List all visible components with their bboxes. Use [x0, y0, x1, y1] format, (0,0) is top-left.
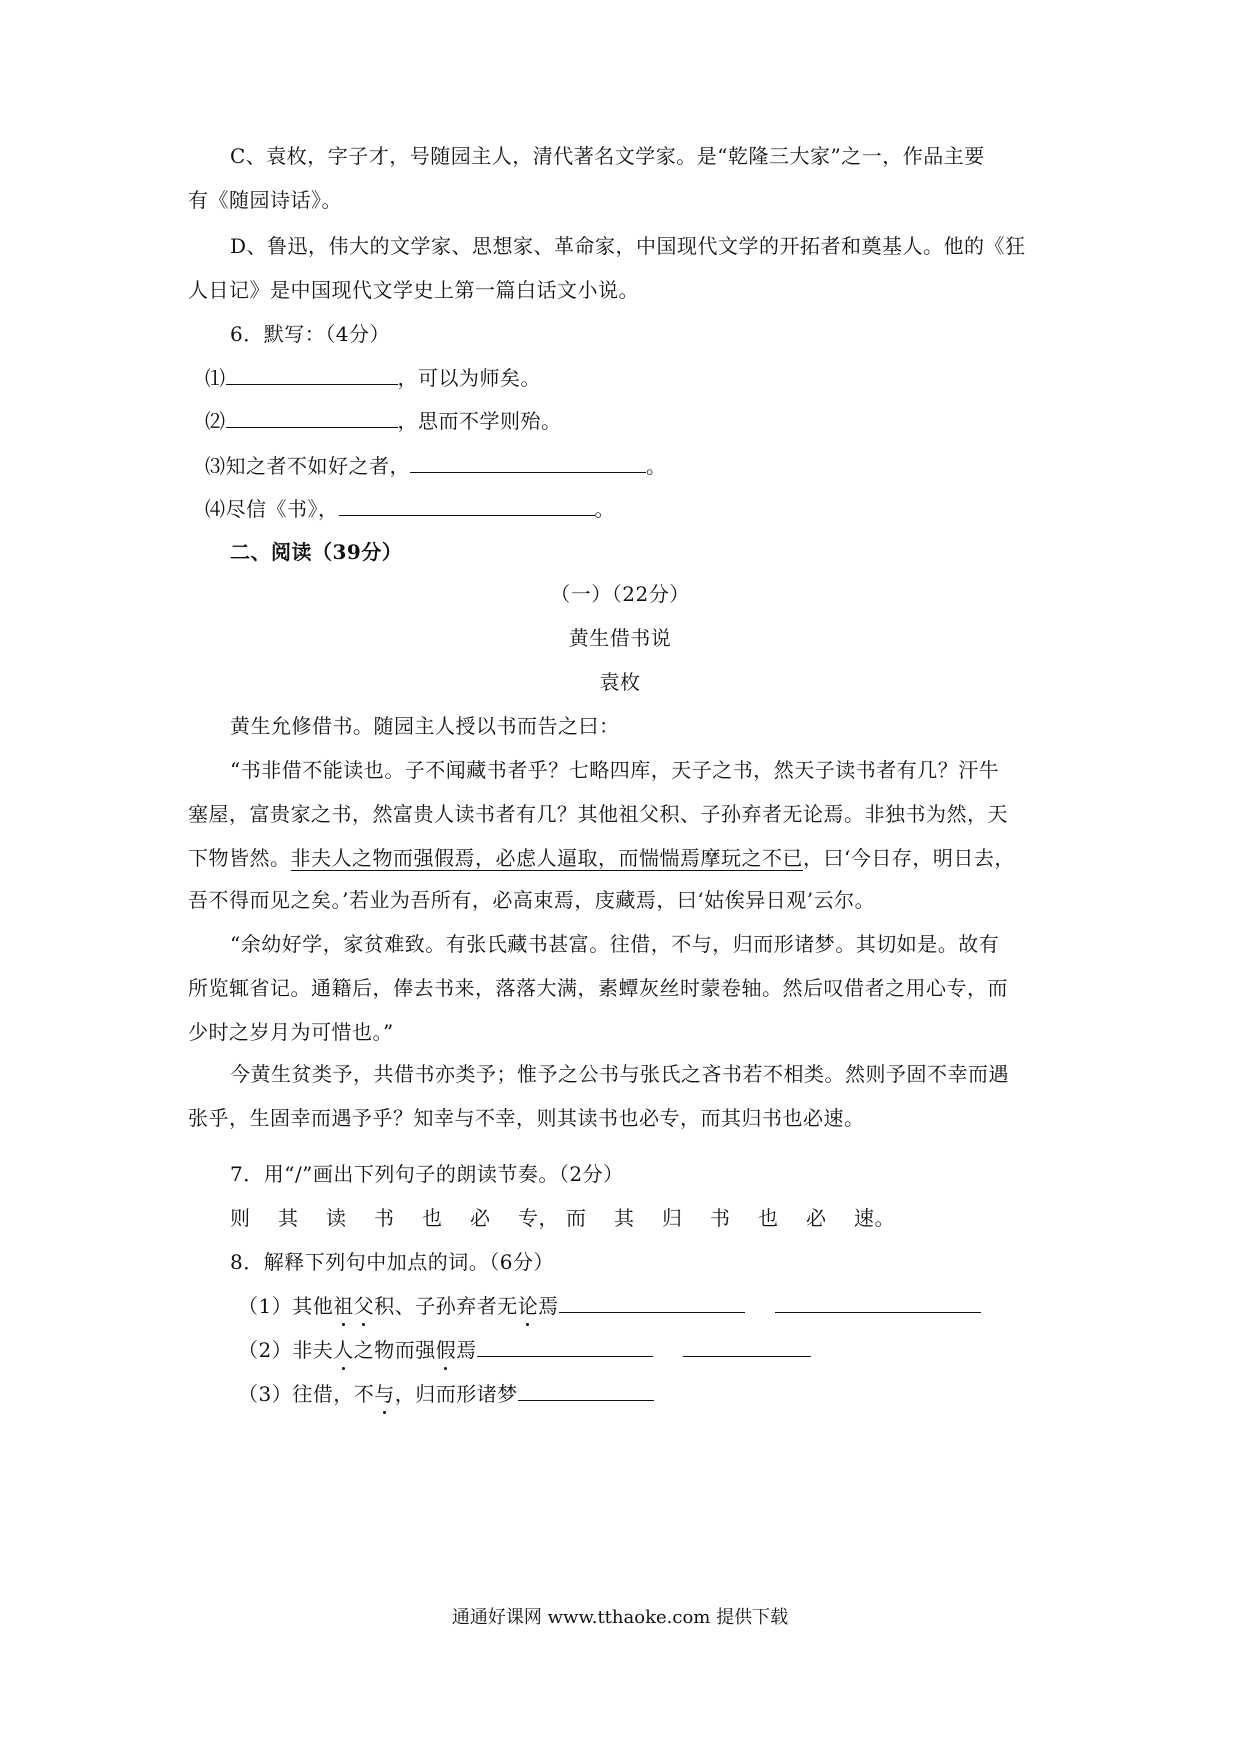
passage-p2-line-3: [188, 844, 1015, 872]
q7-char: 必: [806, 1206, 827, 1230]
option-d-line-1: D、鲁迅，伟大的文学家、思想家、革命家，中国现代文学的开拓者和奠基人。他的《狂: [230, 234, 1026, 258]
q8-item-1-text-f: 焉: [538, 1294, 559, 1318]
option-d-line-2: 人日记》是中国现代文学史上第一篇白话文小说。: [188, 278, 639, 302]
passage-p2-line-4: 吾不得而见之矣。’若业为吾所有，必高束焉，庋藏焉，曰‘姑俟异日观’云尔。: [188, 888, 876, 912]
q6-item-3: [205, 450, 667, 480]
q8-item-3: [238, 1378, 654, 1408]
q7-char: 书: [374, 1206, 395, 1230]
q6-item-2-prefix: ⑵: [205, 409, 226, 433]
q6-item-1: [205, 362, 541, 392]
passage-p2-line-1: “书非借不能读也。子不闻藏书者乎？七略四库，天子之书，然天子读书者有几？汗牛: [230, 758, 1000, 782]
q7-char: 则: [230, 1206, 251, 1230]
passage-p1: 黄生允修借书。随园主人授以书而告之曰：: [230, 714, 620, 738]
q7-heading: 7．用“/”画出下列句子的朗读节奏。（2分）: [230, 1162, 624, 1186]
q6-heading: 6．默写：（4分）: [230, 322, 390, 346]
q8-item-2-text-e: 焉: [456, 1338, 477, 1362]
q8-item-2: [238, 1334, 811, 1364]
passage-p2-line-3-post: ，曰‘今日存，明日去，: [803, 846, 1015, 870]
dotted-word: 人: [333, 1338, 354, 1362]
q8-item-2-text-a: （2）非夫: [238, 1338, 334, 1362]
q7-char: 书: [710, 1206, 731, 1230]
q8-item-1: [238, 1290, 981, 1320]
passage-p3-line-1: “余幼好学，家贫难致。有张氏藏书甚富。往借，不与，归而形诸梦。其切如是。故有: [230, 932, 1000, 956]
dotted-word: 假: [435, 1338, 457, 1362]
q7-char: 其: [278, 1206, 299, 1230]
footer-credit: 通通好课网 www.tthaoke.com 提供下载: [451, 1607, 789, 1628]
q7-char: 其: [614, 1206, 635, 1230]
part-label: （一）（22分）: [550, 582, 690, 606]
q7-char: 而: [566, 1206, 587, 1230]
q7-char: 也: [422, 1206, 443, 1230]
q6-item-4-prefix: ⑷尽信《书》，: [205, 497, 339, 521]
q8-item-1-blank-1[interactable]: [559, 1290, 745, 1313]
q7-char: 读: [326, 1206, 347, 1230]
q7-char: 速。: [854, 1206, 895, 1230]
dotted-word: 父: [353, 1294, 375, 1318]
q7-char: 归: [662, 1206, 683, 1230]
section-2-heading: 二、阅读（39分）: [230, 540, 403, 564]
q7-sentence[interactable]: [230, 1204, 902, 1232]
q6-item-2-suffix: ，思而不学则殆。: [397, 409, 562, 433]
q8-item-3-blank[interactable]: [518, 1378, 654, 1401]
passage-title: 黄生借书说: [568, 626, 672, 650]
q6-item-2: [205, 405, 562, 435]
q6-item-4: [205, 493, 615, 523]
passage-p2-line-2: 塞屋，富贵家之书，然富贵人读书者有几？其他祖父积、子孙弃者无论焉。非独书为然，天: [188, 802, 1008, 826]
dotted-word: 论: [517, 1294, 539, 1318]
q6-item-3-blank[interactable]: [410, 450, 646, 473]
q6-item-4-blank[interactable]: [339, 493, 595, 516]
passage-p4-line-1: 今黄生贫类予，共借书亦类予；惟予之公书与张氏之吝书若不相类。然则予固不幸而遇: [230, 1062, 1009, 1086]
dotted-word: 祖: [333, 1294, 354, 1318]
q6-item-4-suffix: 。: [594, 497, 615, 521]
passage-p3-line-3: 少时之岁月为可惜也。”: [188, 1020, 394, 1044]
dotted-word: 与: [374, 1382, 395, 1406]
passage-p2-line-3-pre: 下物皆然。: [188, 846, 291, 870]
underlined-sentence: 非夫人之物而强假焉，必虑人逼取，而惴惴焉摩玩之不已: [290, 846, 803, 870]
passage-author: 袁枚: [599, 670, 641, 694]
q7-char: 专，: [518, 1206, 559, 1230]
option-c-line-1: C、袁枚，字子才，号随园主人，清代著名文学家。是“乾隆三大家”之一，作品主要: [230, 144, 985, 168]
q8-item-1-text-d: 积、子孙弃者无: [374, 1294, 518, 1318]
q7-char: 也: [758, 1206, 779, 1230]
q6-item-1-prefix: ⑴: [205, 366, 226, 390]
q8-item-3-text-a: （3）往借，不: [238, 1382, 375, 1406]
q8-item-1-blank-2[interactable]: [775, 1290, 981, 1313]
q6-item-3-prefix: ⑶知之者不如好之者，: [205, 454, 410, 478]
option-c-line-2: 有《随园诗话》。: [188, 188, 342, 212]
q6-item-1-blank[interactable]: [226, 362, 398, 385]
q6-item-3-suffix: 。: [646, 454, 667, 478]
passage-p3-line-2: 所览辄省记。通籍后，俸去书来，落落大满，素蟫灰丝时蒙卷轴。然后叹借者之用心专，而: [188, 976, 1008, 1000]
q6-item-1-suffix: ，可以为师矣。: [397, 366, 541, 390]
q8-item-2-text-c: 之物而强: [353, 1338, 436, 1362]
q8-heading: 8．解释下列句中加点的词。（6分）: [230, 1250, 554, 1274]
q6-item-2-blank[interactable]: [226, 405, 398, 428]
q8-item-2-blank-1[interactable]: [477, 1334, 653, 1357]
q8-item-1-text-a: （1）其他: [238, 1294, 334, 1318]
q7-char: 必: [470, 1206, 491, 1230]
passage-p4-line-2: 张乎，生固幸而遇予乎？知幸与不幸，则其读书也必专，而其归书也必速。: [188, 1106, 865, 1130]
q8-item-2-blank-2[interactable]: [683, 1334, 811, 1357]
q8-item-3-text-c: ，归而形诸梦: [394, 1382, 518, 1406]
